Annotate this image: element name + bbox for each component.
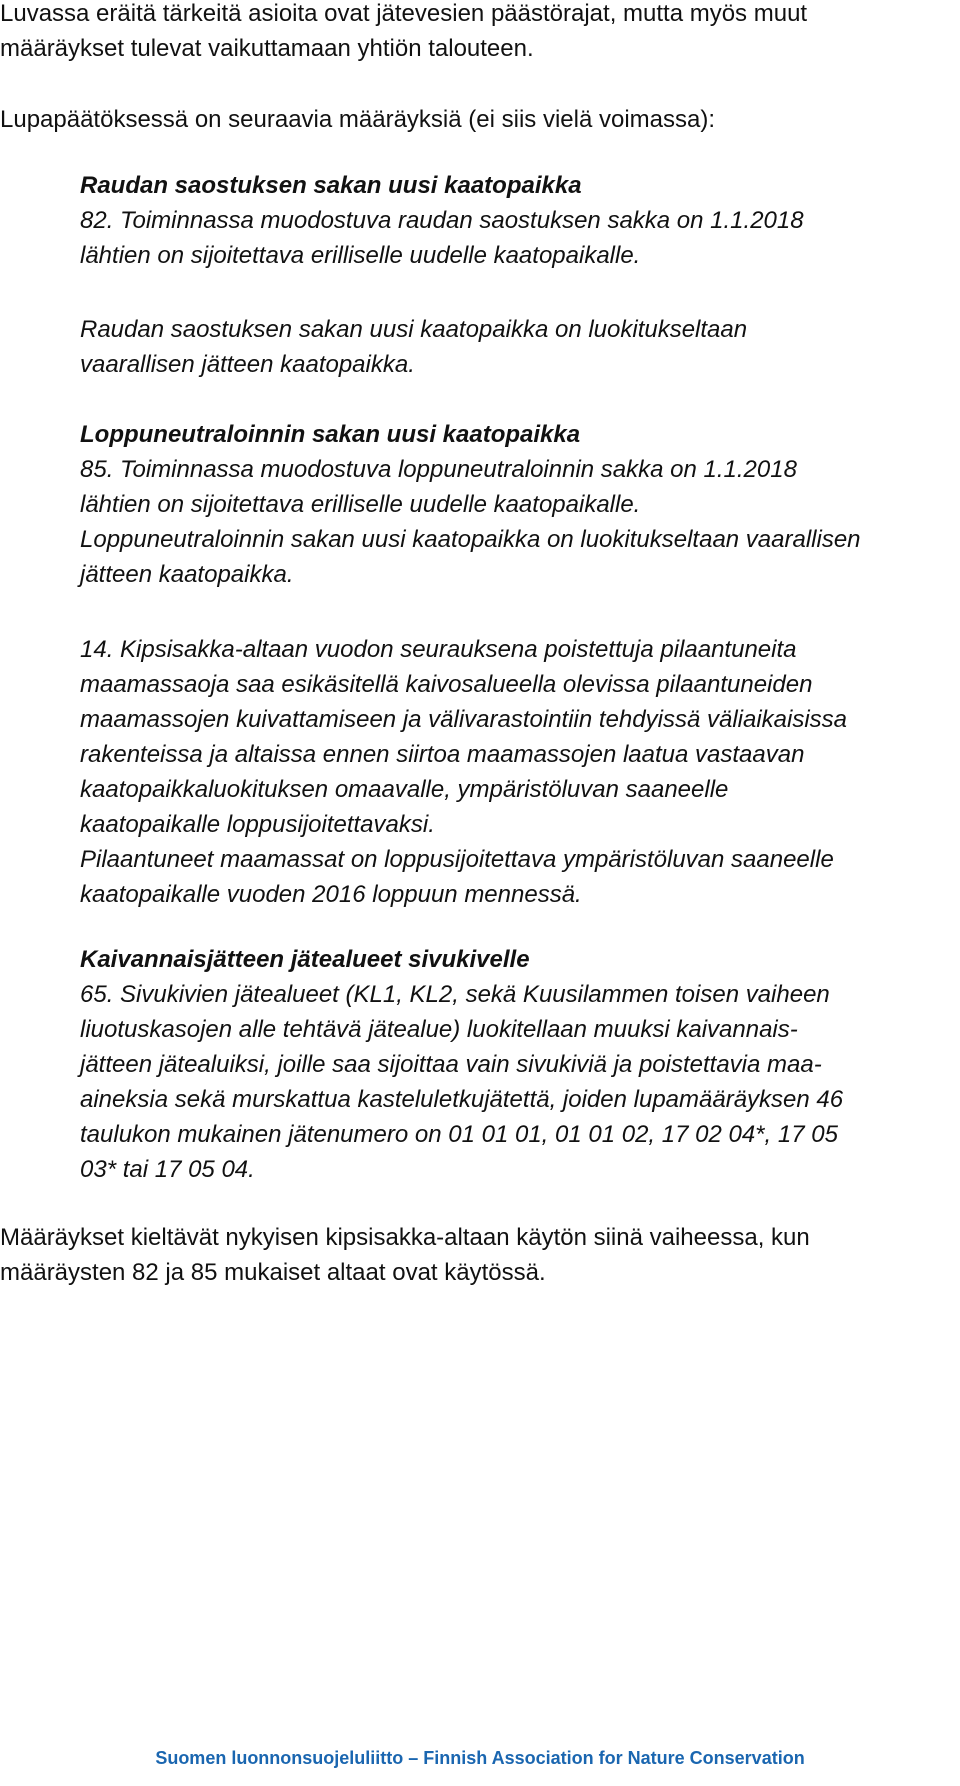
section-line: liuotuskasojen alle tehtävä jätealue) luokitellaan muuksi kaivannais- <box>80 1016 798 1043</box>
section-line: Loppuneutraloinnin sakan uusi kaatopaikka on luokitukseltaan vaarallisen <box>80 526 861 553</box>
section-iron-sludge-classification <box>80 312 940 382</box>
section-line: kaatopaikalle vuoden 2016 loppuun mennessä. <box>80 881 582 908</box>
section-line: jätteen kaatopaikka. <box>80 561 294 588</box>
section-line: Raudan saostuksen sakan uusi kaatopaikka on luokitukseltaan <box>80 316 748 343</box>
page-footer: Suomen luonnonsuojeluliitto – Finnish Association for Nature Conservation <box>155 1748 805 1768</box>
section-line: taulukon mukainen jätenumero on 01 01 01, 01 01 02, 17 02 04*, 17 05 <box>80 1121 838 1148</box>
section-line: kaatopaikalle loppusijoitettavaksi. <box>80 811 435 838</box>
section-line: 03* tai 17 05 04. <box>80 1156 255 1183</box>
section-heading: Loppuneutraloinnin sakan uusi kaatopaikka <box>80 421 581 448</box>
section-gypsum-pond <box>80 632 940 912</box>
section-line: lähtien on sijoitettava erilliselle uudelle kaatopaikalle. <box>80 491 641 518</box>
closing-line: määräysten 82 ja 85 mukaiset altaat ovat käytössä. <box>0 1259 546 1286</box>
section-line: 14. Kipsisakka-altaan vuodon seurauksena poistettuja pilaantuneita <box>80 636 797 663</box>
section-line: 65. Sivukivien jätealueet (KL1, KL2, sekä Kuusilammen toisen vaiheen <box>80 981 830 1008</box>
section-heading: Kaivannaisjätteen jätealueet sivukivelle <box>80 946 530 973</box>
section-line: rakenteissa ja altaissa ennen siirtoa maamassojen laatua vastaavan <box>80 741 805 768</box>
section-waste-rock <box>80 942 940 1187</box>
closing-paragraph <box>0 1220 940 1290</box>
section-line: maamassaoja saa esikäsitellä kaivosalueella olevissa pilaantuneiden <box>80 671 813 698</box>
section-iron-sludge <box>80 168 940 273</box>
section-line: kaatopaikkaluokituksen omaavalle, ympäristöluvan saaneelle <box>80 776 729 803</box>
closing-line: Määräykset kieltävät nykyisen kipsisakka-altaan käytön siinä vaiheessa, kun <box>0 1224 810 1251</box>
section-heading: Raudan saostuksen sakan uusi kaatopaikka <box>80 172 582 199</box>
section-line: jätteen jätealuiksi, joille saa sijoittaa vain sivukiviä ja poistettavia maa- <box>80 1051 822 1078</box>
section-line: vaarallisen jätteen kaatopaikka. <box>80 351 415 378</box>
lead-paragraph <box>0 102 940 137</box>
section-line: 85. Toiminnassa muodostuva loppuneutraloinnin sakka on 1.1.2018 <box>80 456 797 483</box>
lead-line: Lupapäätöksessä on seuraavia määräyksiä (ei siis vielä voimassa): <box>0 106 716 133</box>
section-neutralisation-sludge <box>80 417 940 592</box>
section-line: lähtien on sijoitettava erilliselle uudelle kaatopaikalle. <box>80 242 641 269</box>
intro-paragraph <box>0 0 940 66</box>
section-line: aineksia sekä murskattua kasteluletkujätettä, joiden lupamääräyksen 46 <box>80 1086 844 1113</box>
section-line: Pilaantuneet maamassat on loppusijoitettava ympäristöluvan saaneelle <box>80 846 834 873</box>
intro-line: määräykset tulevat vaikuttamaan yhtiön talouteen. <box>0 35 534 62</box>
section-line: 82. Toiminnassa muodostuva raudan saostuksen sakka on 1.1.2018 <box>80 207 804 234</box>
section-line: maamassojen kuivattamiseen ja välivarastointiin tehdyissä väliaikaisissa <box>80 706 848 733</box>
intro-line: Luvassa eräitä tärkeitä asioita ovat jätevesien päästörajat, mutta myös muut <box>0 0 808 27</box>
